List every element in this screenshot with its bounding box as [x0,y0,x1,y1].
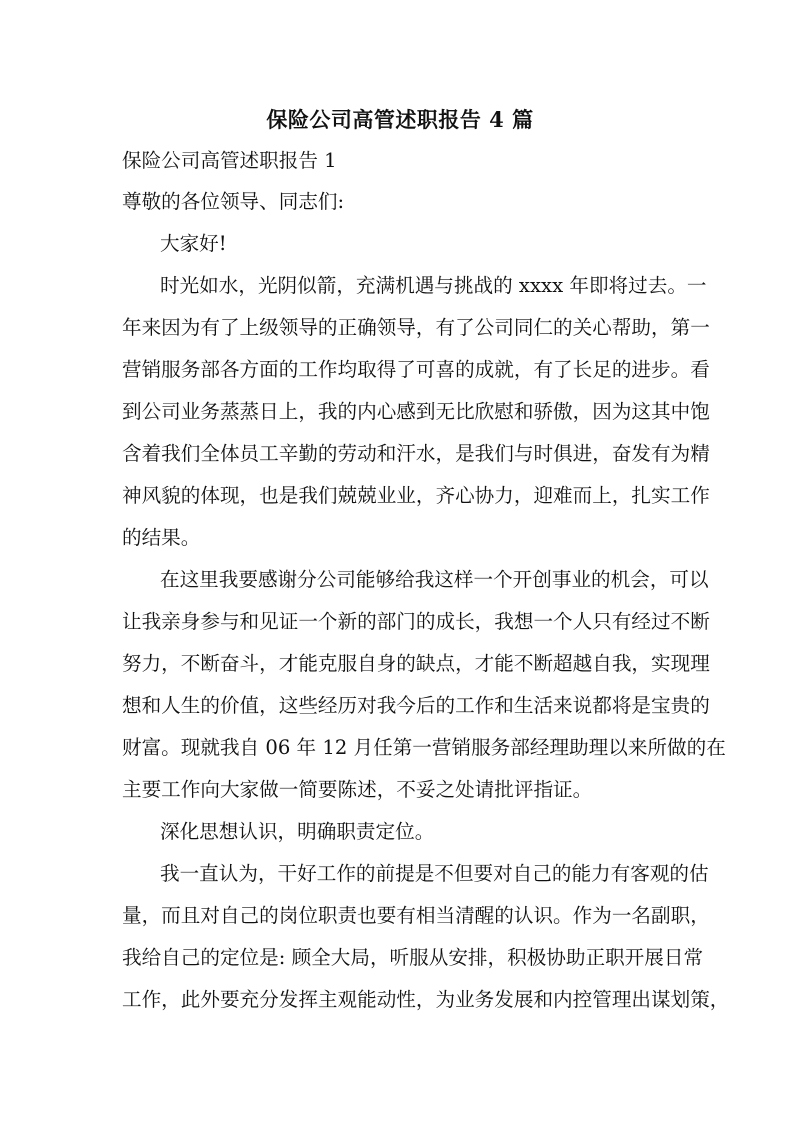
paragraph-3-line-1: 深化思想认识，明确职责定位。 [160,820,435,843]
paragraph-2-line-3: 努力，不断奋斗，才能克服自身的缺点，才能不断超越自我，实现理 [122,652,710,675]
salutation: 尊敬的各位领导、同志们: [122,190,345,213]
paragraph-1-line-1: 时光如水，光阴似箭，充满机遇与挑战的 xxxx 年即将过去。一 [160,274,707,297]
paragraph-4-line-4: 工作，此外要充分发挥主观能动性，为业务发展和内控管理出谋划策， [122,988,730,1011]
paragraph-2-line-1: 在这里我要感谢分公司能够给我这样一个开创事业的机会，可以 [160,568,709,591]
paragraph-4-line-1: 我一直认为，干好工作的前提是不但要对自己的能力有客观的估 [160,862,709,885]
paragraph-1-line-4: 到公司业务蒸蒸日上，我的内心感到无比欣慰和骄傲，因为这其中饱 [122,400,710,423]
document-title: 保险公司高管述职报告 4 篇 [266,107,534,132]
paragraph-1-line-7: 的结果。 [122,526,201,549]
paragraph-4-line-3: 我给自己的定位是: 顾全大局，听服从安排，积极协助正职开展日常 [122,946,704,969]
paragraph-1-line-2: 年来因为有了上级领导的正确领导，有了公司同仁的关心帮助，第一 [122,316,710,339]
paragraph-1-line-6: 神风貌的体现，也是我们兢兢业业，齐心协力，迎难而上，扎实工作 [122,484,710,507]
paragraph-4-line-2: 量，而且对自己的岗位职责也要有相当清醒的认识。作为一名副职， [122,904,710,927]
paragraph-1-line-5: 含着我们全体员工辛勤的劳动和汗水，是我们与时俱进，奋发有为精 [122,442,710,465]
paragraph-2-line-6: 主要工作向大家做一简要陈述，不妥之处请批评指证。 [122,778,593,801]
greeting: 大家好! [160,232,227,255]
section-heading: 保险公司高管述职报告 1 [122,149,337,172]
paragraph-2-line-2: 让我亲身参与和见证一个新的部门的成长，我想一个人只有经过不断 [122,610,710,633]
paragraph-2-line-4: 想和人生的价值，这些经历对我今后的工作和生活来说都将是宝贵的 [122,694,710,717]
paragraph-1-line-3: 营销服务部各方面的工作均取得了可喜的成就，有了长足的进步。看 [122,358,710,381]
paragraph-2-line-5: 财富。现就我自 06 年 12 月任第一营销服务部经理助理以来所做的在 [122,736,726,759]
